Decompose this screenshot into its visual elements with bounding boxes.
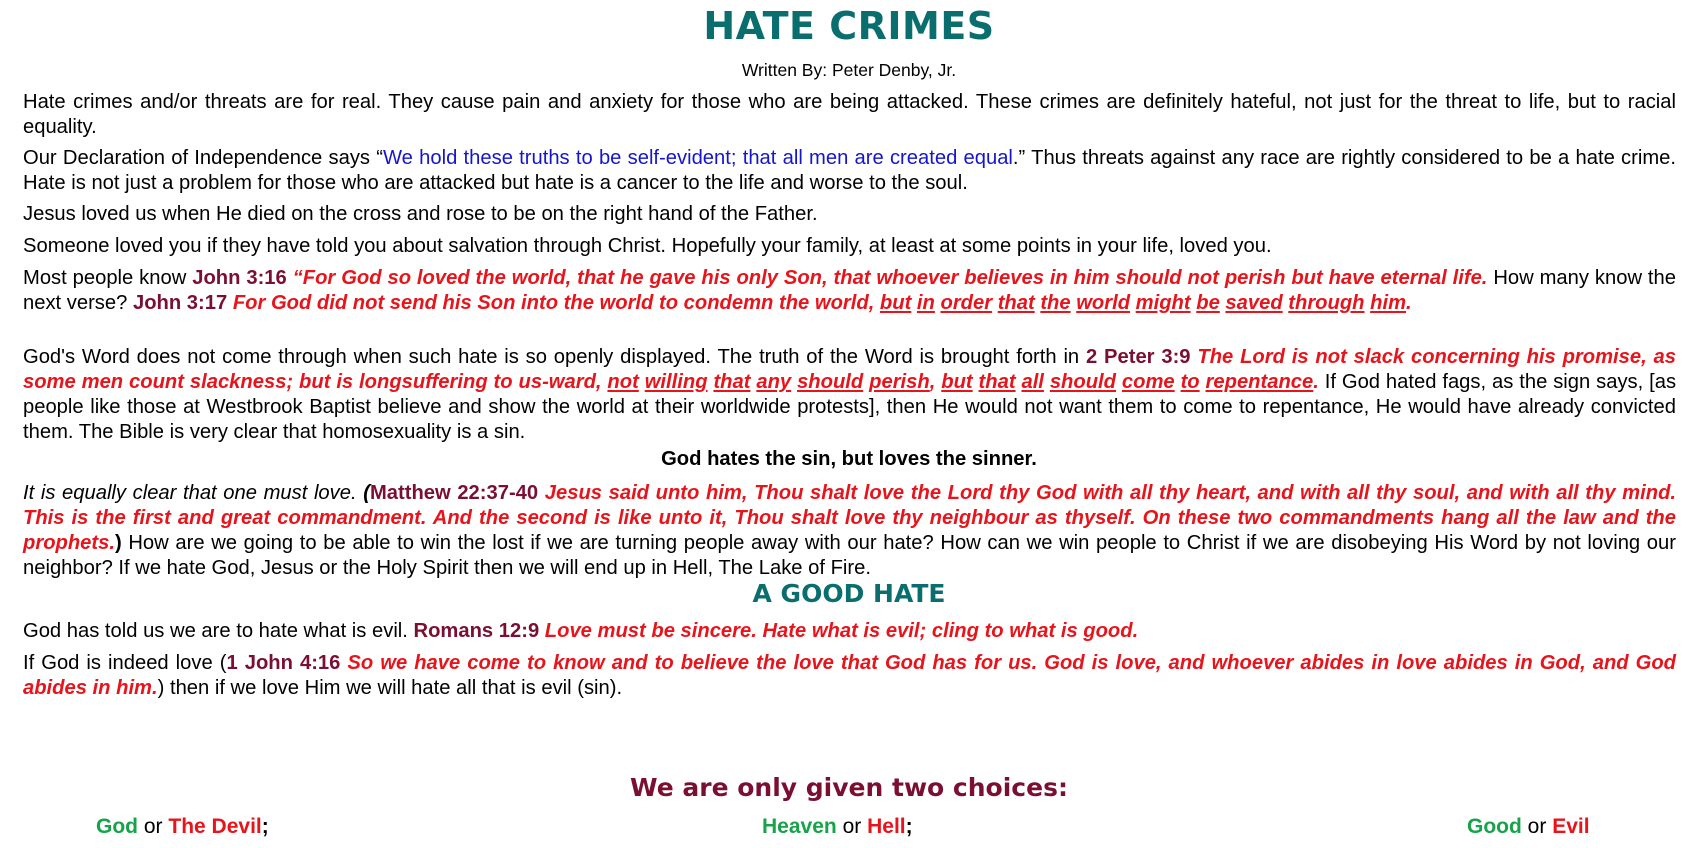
paragraph-text: Jesus loved us when He died on the cross and rose to be on the right hand of the Father. bbox=[23, 203, 818, 225]
paragraph-text: How many know the next verse? bbox=[23, 267, 1676, 314]
choice-good-option: God bbox=[96, 815, 138, 838]
scripture-verse: Love must be sincere. Hate what is evil; cling to what is good. bbox=[539, 620, 1139, 642]
scripture-verse: “For God so loved the world, that he gave his only Son, that whoever believes in him should not perish but have eternal life. bbox=[286, 267, 1488, 289]
paragraph-text: ) then if we love Him we will hate all that is evil (sin). bbox=[157, 677, 623, 699]
paragraph-text: Hate crimes and/or threats are for real. They cause pain and anxiety for those who are being attacked. These crimes are definitely hateful, not just for the threat to life, but to racial equality. bbox=[23, 91, 1676, 138]
paragraph-text: Our Declaration of Independence says “ bbox=[23, 147, 383, 169]
underlined-word: that bbox=[997, 292, 1035, 314]
underlined-word: through bbox=[1288, 292, 1365, 314]
paragraph-matthew bbox=[23, 481, 1676, 581]
paragraph-text: Most people know bbox=[23, 267, 193, 289]
choices-heading: We are only given two choices: bbox=[630, 773, 1068, 802]
choice-or: or bbox=[143, 815, 163, 838]
scripture-verse: . bbox=[1313, 371, 1319, 393]
choice-separator: ; bbox=[261, 815, 269, 838]
underlined-word: order bbox=[940, 292, 993, 314]
choice-separator: ; bbox=[905, 815, 913, 838]
paragraph-john-3-16 bbox=[23, 266, 1676, 316]
scripture-reference: John 3:17 bbox=[132, 292, 228, 314]
underlined-word: but bbox=[879, 292, 912, 314]
underlined-word: all bbox=[1021, 371, 1044, 393]
page-title: HATE CRIMES bbox=[703, 4, 995, 48]
choice-bad-option: Evil bbox=[1552, 815, 1590, 838]
underlined-word: willing bbox=[644, 371, 708, 393]
paragraph-jesus-loved bbox=[23, 202, 1676, 227]
byline: Written By: Peter Denby, Jr. bbox=[741, 60, 957, 80]
underlined-verse-words: not willing that any should perish, but that all should come to repentance bbox=[607, 371, 1314, 393]
underlined-word: be bbox=[1196, 292, 1220, 314]
scripture-reference: 1 John 4:16 bbox=[226, 652, 341, 674]
paragraph-text: God's Word does not come through when such hate is so openly displayed. The truth of the Word is brought forth in bbox=[23, 346, 1086, 368]
underlined-word: to bbox=[1180, 371, 1200, 393]
section-heading-good-hate: A GOOD HATE bbox=[752, 579, 946, 608]
paragraph-text: Someone loved you if they have told you about salvation through Christ. Hopefully your family, at least at some points in your life, loved you. bbox=[23, 235, 1272, 257]
underlined-word: not bbox=[607, 371, 639, 393]
underlined-word: that bbox=[713, 371, 751, 393]
paragraph-text: If God hated fags, as the sign says, [as people like those at Westbrook Baptist believe and show the world at their worldwide protests], then He would not want them to come to repentance, He would have already convicted them. The Bible is very clear that homosexuality is a sin. bbox=[23, 371, 1677, 443]
paragraph-text: It is equally clear that one must love. bbox=[23, 482, 364, 504]
paragraph-1-john bbox=[23, 651, 1676, 701]
choice-bad-option: The Devil bbox=[168, 815, 262, 838]
scripture-verse: . bbox=[1406, 292, 1412, 314]
paragraph-2-peter bbox=[23, 345, 1676, 445]
paragraph-declaration bbox=[23, 146, 1676, 196]
choice-good-option: Heaven bbox=[762, 815, 837, 838]
underlined-word: might bbox=[1135, 292, 1191, 314]
scripture-verse: For God did not send his Son into the world to condemn the world, bbox=[227, 292, 880, 314]
underlined-word: perish bbox=[869, 371, 930, 393]
paragraph-text: How are we going to be able to win the lost if we are turning people away with our hate? How can we win people to Christ if we are disobeying His Word by not loving our neighbor? If we hate God, Jesus or the Holy Spirit then we will end up in Hell, The Lake of Fire. bbox=[23, 532, 1676, 579]
paragraph-hate-crimes-intro bbox=[23, 90, 1676, 140]
underlined-word: that bbox=[978, 371, 1016, 393]
underlined-word: in bbox=[916, 292, 935, 314]
scripture-reference: Romans 12:9 bbox=[413, 620, 540, 642]
paragraph-text: God has told us we are to hate what is evil. bbox=[23, 620, 414, 642]
choice-or: or bbox=[842, 815, 862, 838]
paragraph-romans bbox=[23, 619, 1676, 644]
choice-bad-option: Hell bbox=[867, 815, 906, 838]
statement-god-hates-sin: God hates the sin, but loves the sinner. bbox=[661, 448, 1037, 470]
underlined-word: should bbox=[1049, 371, 1116, 393]
close-paren: ) bbox=[114, 532, 122, 554]
underlined-word: saved bbox=[1225, 292, 1283, 314]
underlined-word: the bbox=[1040, 292, 1071, 314]
scripture-reference: John 3:16 bbox=[192, 267, 287, 289]
choice-good-option: Good bbox=[1467, 815, 1522, 838]
underlined-word: any bbox=[756, 371, 792, 393]
choice-or: or bbox=[1527, 815, 1547, 838]
choice-heaven-or-hell bbox=[762, 815, 913, 839]
paragraph-text: If God is indeed love ( bbox=[23, 652, 227, 674]
underlined-word: him bbox=[1370, 292, 1407, 314]
underlined-word: should bbox=[797, 371, 864, 393]
underlined-word: come bbox=[1121, 371, 1175, 393]
scripture-verse: So we have come to know and to believe the love that God has for us. God is love, and whoever abides in love abides in God, and God abides in him. bbox=[23, 652, 1677, 699]
scripture-reference: Matthew 22:37-40 bbox=[369, 482, 539, 504]
underlined-word: world bbox=[1076, 292, 1131, 314]
paragraph-someone-loved bbox=[23, 234, 1676, 259]
choice-good-or-evil bbox=[1467, 815, 1590, 839]
scripture-verse: Jesus said unto him, Thou shalt love the Lord thy God with all thy heart, and with all thy soul, and with all thy mind. This is the first and great commandment. And the second is like unto it, Thou shalt love thy neighbour as thyself. On these two commandments hang all the law and the prophets. bbox=[23, 482, 1677, 554]
underlined-word: repentance bbox=[1205, 371, 1314, 393]
choice-god-or-devil bbox=[96, 815, 269, 839]
paragraph-text: .” Thus threats against any race are rightly considered to be a hate crime. Hate is not just a problem for those who are attacked but hate is a cancer to the life and worse to the soul. bbox=[23, 147, 1676, 194]
underlined-word: but bbox=[941, 371, 973, 393]
underlined-verse-words bbox=[880, 292, 1406, 314]
open-paren: ( bbox=[363, 482, 370, 504]
declaration-quote: We hold these truths to be self-evident; that all men are created equal bbox=[382, 147, 1013, 169]
scripture-reference: 2 Peter 3:9 bbox=[1085, 346, 1191, 368]
scripture-verse: The Lord is not slack concerning his promise, as some men count slackness; but is longsuffering to us-ward, bbox=[23, 346, 1677, 393]
